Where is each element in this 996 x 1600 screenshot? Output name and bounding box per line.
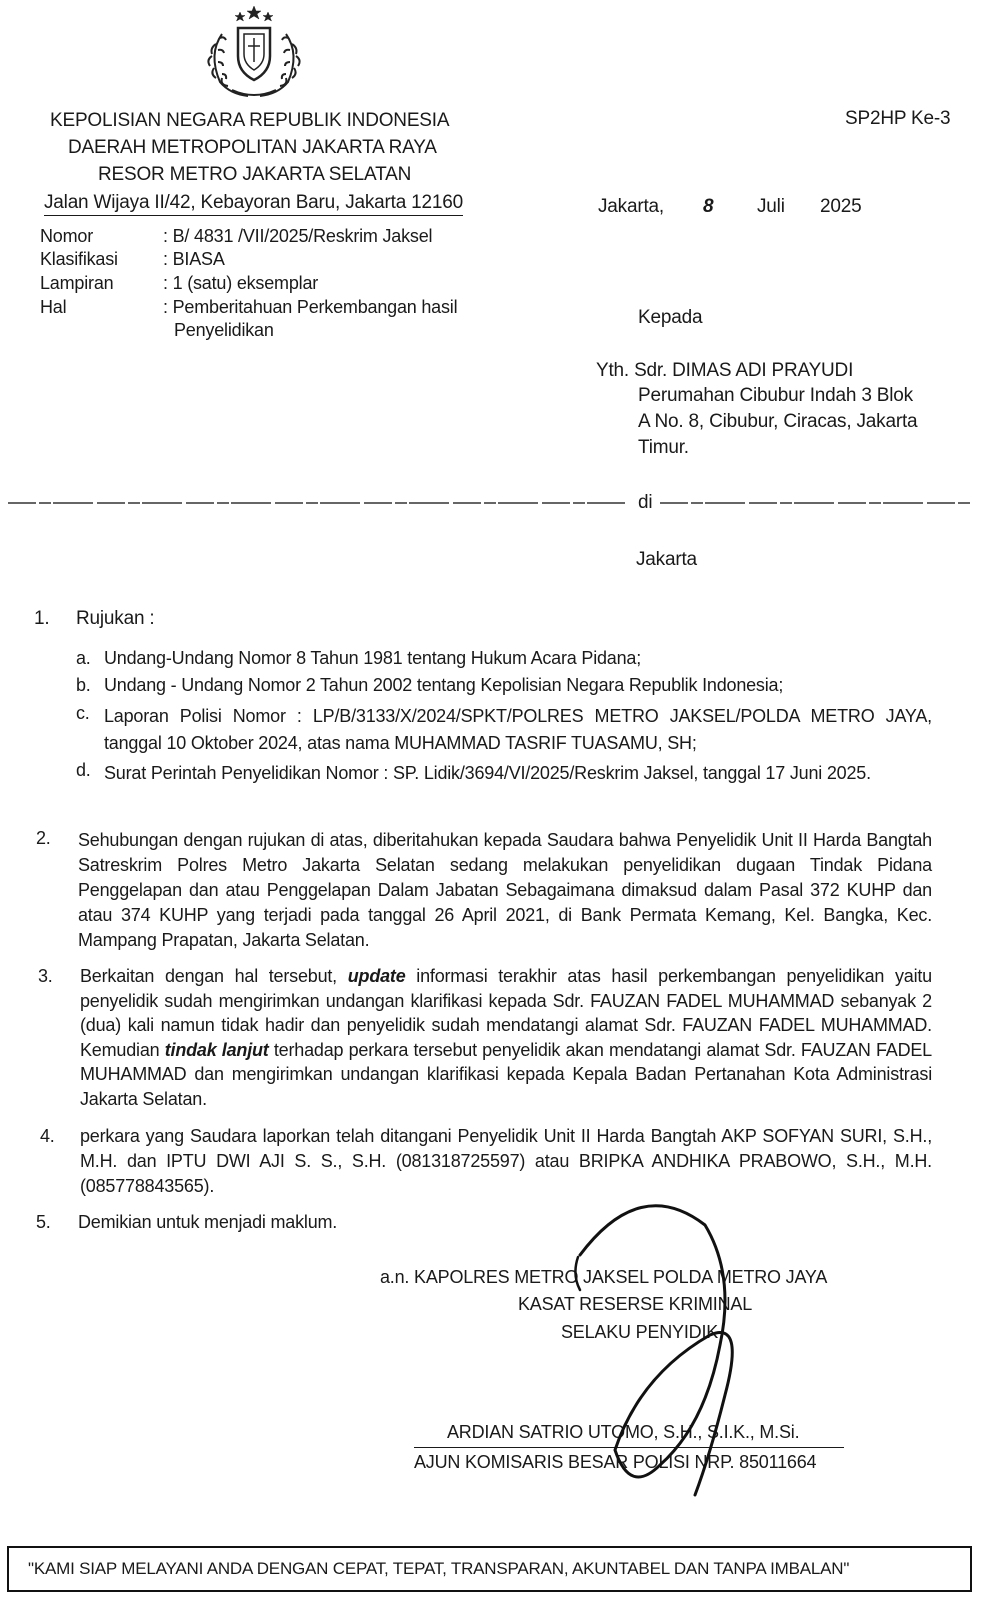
motto-text: "KAMI SIAP MELAYANI ANDA DENGAN CEPAT, TEPAT, TRANSPARAN, AKUNTABEL DAN TANPA IMBALAN" (28, 1559, 850, 1578)
date-day: 8 (703, 196, 714, 217)
di-label: di (638, 492, 653, 513)
date-year: 2025 (820, 196, 862, 217)
signature-position: KASAT RESERSE KRIMINAL (518, 1294, 753, 1314)
document-code: SP2HP Ke-3 (845, 108, 951, 129)
paragraph-4-text: perkara yang Saudara laporkan telah ditangani Penyelidik Unit II Harda Bangtah AKP SOFYAN SURI, S.H., M.H. dan IPTU DWI AJI S. S., S.H. (081318725597) atau BRIPKA ANDHIKA PRABOWO, S.H., M.H. (085778843565). (80, 1126, 932, 1196)
lampiran-label: Lampiran (40, 273, 114, 293)
recipient-address-2: A No. 8, Cibubur, Ciracas, Jakarta (638, 411, 918, 432)
reference-d-text: Surat Perintah Penyelidikan Nomor : SP. Lidik/3694/VI/2025/Reskrim Jaksel, tanggal 17 Juni 2025. (104, 763, 871, 783)
signature-role: SELAKU PENYIDIK (561, 1322, 719, 1342)
paragraph-2-number: 2. (36, 828, 51, 848)
police-crest-icon (192, 4, 316, 104)
date-month: Juli (757, 196, 785, 217)
recipient-name: Yth. Sdr. DIMAS ADI PRAYUDI (596, 360, 854, 381)
paragraph-2-text: Sehubungan dengan rujukan di atas, diberitahukan kepada Saudara bahwa Penyelidik Unit II Harda Bangtah Satreskrim Polres Metro Jakarta Selatan sedang melakukan penyelidikan dugaan Tindak Pidana Penggelapan dan atau Penggelapan Dalam Jabatan Sebagaimana dimaksud dalam Pasal 372 KUHP dan atau 374 KUHP yang terjadi pada tanggal 26 April 2021, di Bank Permata Kemang, Kel. Bangka, Kec. Mampang Prapatan, Jakarta Selatan. (78, 830, 932, 950)
paragraph-1-number: 1. (34, 608, 50, 629)
paragraph-3-number: 3. (38, 966, 53, 986)
reference-b-letter: b. (76, 675, 91, 695)
paragraph-5-text: Demikian untuk menjadi maklum. (78, 1212, 338, 1232)
hal-value-line-1: : Pemberitahuan Perkembangan hasil (163, 297, 458, 317)
recipient-city: Jakarta (636, 549, 697, 570)
signature-on-behalf: a.n. KAPOLRES METRO JAKSEL POLDA METRO JAYA (380, 1267, 828, 1287)
reference-a-text: Undang-Undang Nomor 8 Tahun 1981 tentang Hukum Acara Pidana; (104, 648, 642, 668)
reference-d-letter: d. (76, 760, 91, 780)
update-emphasis: update (347, 966, 406, 986)
tindak-lanjut-emphasis: tindak lanjut (164, 1039, 269, 1060)
header-address: Jalan Wijaya II/42, Kebayoran Baru, Jakarta 12160 (44, 192, 463, 216)
paragraph-5-number: 5. (36, 1212, 51, 1232)
recipient-address-3: Timur. (638, 437, 689, 458)
nomor-value: : B/ 4831 /VII/2025/Reskrim Jaksel (163, 226, 433, 246)
reference-c-text: Laporan Polisi Nomor : LP/B/3133/X/2024/SPKT/POLRES METRO JAKSEL/POLDA METRO JAYA, tanggal 10 Oktober 2024, atas nama MUHAMMAD TASRIF TUASAMU, SH; (104, 706, 932, 753)
hal-value-line-2: Penyelidikan (174, 320, 274, 340)
signature-line (414, 1447, 844, 1448)
reference-c-letter: c. (76, 703, 90, 723)
klasifikasi-value: : BIASA (163, 249, 225, 269)
lampiran-value: : 1 (satu) eksemplar (163, 273, 319, 293)
hal-label: Hal (40, 297, 67, 317)
address-divider (0, 495, 996, 515)
reference-a-letter: a. (76, 648, 91, 668)
header-line-2: DAERAH METROPOLITAN JAKARTA RAYA (68, 137, 437, 158)
paragraph-3-text: Berkaitan dengan hal tersebut, update informasi terakhir atas hasil perkembangan penyelidikan yaitu penyelidik sudah mengirimkan undangan klarifikasi kepada Sdr. FAUZAN FADEL MUHAMMAD sebanyak 2 (dua) kali namun tidak hadir dan penyelidik sudah mendatangi alamat Sdr. FAUZAN FADEL MUHAMMAD. Kemudian tindak lanjut terhadap perkara tersebut penyelidik akan mendatangi alamat Sdr. FAUZAN FADEL MUHAMMAD dan mengirimkan undangan klarifikasi kepada Kepala Badan Pertanahan Kota Administrasi Jakarta Selatan. (80, 966, 932, 1109)
klasifikasi-label: Klasifikasi (40, 249, 118, 269)
paragraph-4-number: 4. (40, 1126, 55, 1146)
date-city: Jakarta, (598, 196, 664, 217)
nomor-label: Nomor (40, 226, 94, 246)
signatory-name: ARDIAN SATRIO UTOMO, S.H., S.I.K., M.Si. (447, 1422, 800, 1442)
header-line-1: KEPOLISIAN NEGARA REPUBLIK INDONESIA (50, 110, 450, 131)
reference-b-text: Undang - Undang Nomor 2 Tahun 2002 tentang Kepolisian Negara Republik Indonesia; (104, 675, 784, 695)
kepada-label: Kepada (638, 307, 703, 328)
signatory-rank: AJUN KOMISARIS BESAR POLISI NRP. 85011664 (414, 1452, 817, 1472)
header-line-3: RESOR METRO JAKARTA SELATAN (98, 164, 412, 185)
paragraph-1-title: Rujukan : (76, 608, 155, 629)
handwritten-signature (520, 1195, 780, 1535)
recipient-address-1: Perumahan Cibubur Indah 3 Blok (638, 385, 913, 406)
